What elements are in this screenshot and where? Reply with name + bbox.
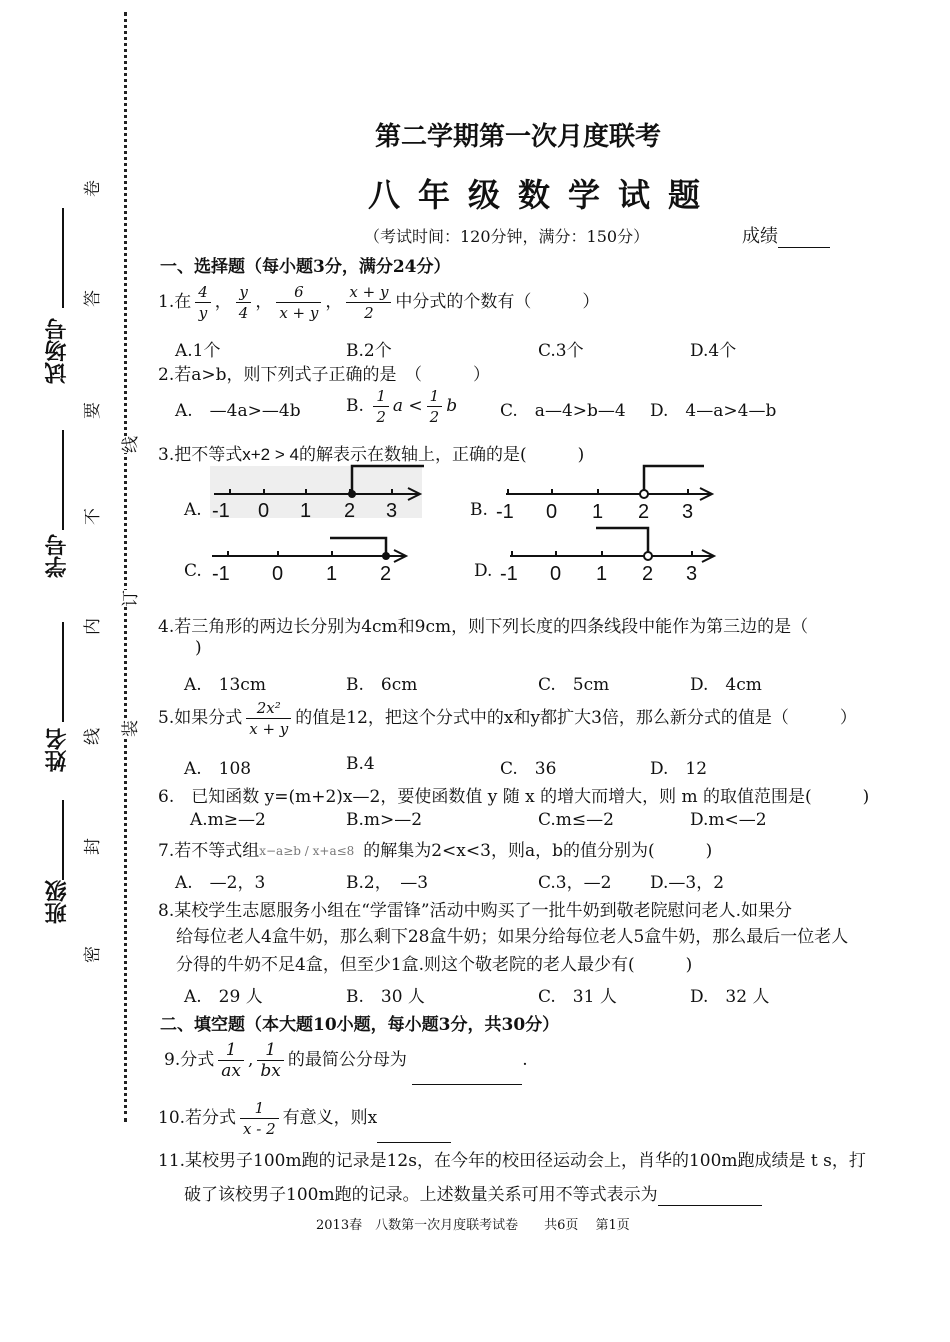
q7-option-b[interactable]: B.2， —3	[346, 873, 429, 893]
binding-char: 订	[116, 590, 141, 607]
svg-text:3: 3	[386, 500, 398, 520]
xingming-label: 姓名	[44, 728, 70, 772]
question-6: 6. 已知函数 y=(m+2)x—2，要使函数值 y 随 x 的增大而增大，则 m 的取值范围是( )	[158, 787, 870, 807]
exam-title: 第二学期第一次月度联考	[375, 122, 662, 152]
seal-char: 答	[83, 290, 103, 307]
svg-text:0: 0	[272, 563, 284, 584]
q2-option-a[interactable]: A. —4a>—4b	[175, 401, 301, 421]
q5-option-d[interactable]: D. 12	[650, 759, 708, 779]
q2-option-d[interactable]: D. 4—a>4—b	[650, 401, 777, 421]
q1-option-a[interactable]: A.1个	[175, 341, 221, 361]
question-4-cont: )	[195, 638, 202, 658]
seal-char: 内	[83, 618, 103, 635]
q1-option-d[interactable]: D.4个	[690, 341, 737, 361]
xuehao-label: 学号	[44, 534, 70, 578]
svg-text:3: 3	[686, 563, 698, 584]
q7-option-c[interactable]: C.3，—2	[538, 873, 612, 893]
q5-option-b[interactable]: B.4	[346, 754, 375, 774]
svg-text:0: 0	[550, 563, 562, 584]
svg-text:0: 0	[258, 500, 270, 520]
q5-option-a[interactable]: A. 108	[184, 759, 252, 779]
page-footer: 2013春 八数第一次月度联考试卷 共6页 第1页	[316, 1218, 630, 1233]
svg-text:-1: -1	[212, 500, 230, 520]
question-11-line-2: 破了该校男子100m跑的记录。上述数量关系可用不等式表示为	[184, 1180, 762, 1206]
binding-dotted-line	[124, 12, 127, 1122]
svg-text:1: 1	[300, 500, 312, 520]
seal-char: 要	[83, 402, 103, 419]
seal-char: 封	[83, 838, 103, 855]
kaochang-blank[interactable]	[62, 208, 64, 308]
question-8-line-2: 给每位老人4盒牛奶，那么剩下28盒牛奶；如果分给每位老人5盒牛奶，那么最后一位老人	[176, 927, 849, 947]
q6-option-d[interactable]: D.m<—2	[690, 810, 767, 830]
svg-text:2: 2	[344, 500, 356, 520]
section-2-title: 二、填空题（本大题10小题，每小题3分，共30分）	[160, 1015, 560, 1035]
q4-option-a[interactable]: A. 13cm	[184, 675, 266, 695]
q3-option-b-label[interactable]: B.	[470, 500, 488, 520]
seal-char: 卷	[83, 180, 103, 197]
svg-text:2: 2	[380, 563, 392, 584]
binding-char: 装	[116, 720, 141, 737]
q11-answer-blank[interactable]	[658, 1185, 762, 1206]
exam-subtitle: 八年级数学试题	[368, 176, 719, 214]
seal-char: 不	[83, 508, 103, 525]
svg-text:2: 2	[638, 501, 650, 522]
q1-option-b[interactable]: B.2个	[346, 341, 392, 361]
xingming-blank[interactable]	[62, 622, 64, 722]
svg-text:1: 1	[592, 501, 604, 522]
q6-option-b[interactable]: B.m>—2	[346, 810, 423, 830]
question-2: 2.若a>b，则下列式子正确的是 （ ）	[158, 365, 490, 385]
question-10: 10.若分式 $\frac{1}{x - 2}$ 有意义，则x	[158, 1094, 451, 1143]
kaochang-label: 试场号	[44, 318, 70, 384]
q10-answer-blank[interactable]	[377, 1094, 451, 1143]
seal-char: 密	[83, 946, 103, 963]
q7-option-d[interactable]: D.—3，2	[650, 873, 725, 893]
q8-option-c[interactable]: C. 31 人	[538, 987, 617, 1007]
svg-text:-1: -1	[496, 501, 514, 522]
number-line-a[interactable]	[208, 464, 424, 520]
q9-answer-blank[interactable]	[412, 1036, 522, 1085]
q8-option-b[interactable]: B. 30 人	[346, 987, 425, 1007]
question-11-line-1: 11.某校男子100m跑的记录是12s，在今年的校田径运动会上，肖华的100m跑成绩是 t s，打	[158, 1151, 866, 1171]
score-field[interactable]: 成绩	[742, 222, 830, 248]
q5-option-c[interactable]: C. 36	[500, 759, 557, 779]
svg-text:0: 0	[546, 501, 558, 522]
question-8-line-3: 分得的牛奶不足4盒，但至少1盒.则这个敬老院的老人最少有( )	[176, 955, 693, 975]
svg-text:-1: -1	[212, 563, 230, 584]
q6-option-c[interactable]: C.m≤—2	[538, 810, 614, 830]
question-8-line-1: 8.某校学生志愿服务小组在“学雷锋”活动中购买了一批牛奶到敬老院慰问老人.如果分	[158, 901, 793, 921]
svg-text:3: 3	[682, 501, 694, 522]
seal-char: 线	[83, 728, 103, 745]
q4-option-c[interactable]: C. 5cm	[538, 675, 610, 695]
question-3: 3.把不等式x+2 > 4的解表示在数轴上，正确的是( )	[158, 445, 585, 465]
xuehao-blank[interactable]	[62, 430, 64, 530]
svg-text:1: 1	[326, 563, 338, 584]
q2-option-b[interactable]: B. $\frac{1}{2}$ a < $\frac{1}{2}$ b	[346, 387, 458, 426]
q3-option-d-label[interactable]: D.	[474, 561, 493, 581]
svg-text:-1: -1	[500, 563, 518, 584]
number-line-b[interactable]	[494, 460, 716, 522]
question-5: 5.如果分式 $\frac{\text{2x²}}{x + y}$ 的值是12，把这个分式中的x和y都扩大3倍，那么新分式的值是（ ）	[158, 699, 857, 738]
q3-option-c-label[interactable]: C.	[184, 561, 202, 581]
number-line-d[interactable]	[496, 524, 718, 584]
q8-option-a[interactable]: A. 29 人	[184, 987, 263, 1007]
q4-option-d[interactable]: D. 4cm	[690, 675, 762, 695]
q8-option-d[interactable]: D. 32 人	[690, 987, 770, 1007]
question-4: 4.若三角形的两边长分别为4cm和9cm，则下列长度的四条线段中能作为第三边的是（	[158, 617, 809, 637]
q7-option-a[interactable]: A. —2，3	[175, 873, 266, 893]
exam-info: （考试时间：120分钟，满分：150分）	[364, 227, 650, 246]
svg-text:1: 1	[596, 563, 608, 584]
q1-option-c[interactable]: C.3个	[538, 341, 584, 361]
svg-text:2: 2	[642, 563, 654, 584]
number-line-c[interactable]	[208, 530, 412, 584]
binding-char: 线	[116, 436, 141, 453]
q2-option-c[interactable]: C. a—4>b—4	[500, 401, 626, 421]
q3-option-a-label[interactable]: A.	[184, 500, 202, 520]
banji-label: 班级	[44, 880, 70, 924]
q4-option-b[interactable]: B. 6cm	[346, 675, 418, 695]
question-7: 7.若不等式组x−a≥b / x+a≤8 的解集为2<x<3，则a，b的值分别为( )	[158, 841, 713, 861]
section-1-title: 一、选择题（每小题3分，满分24分）	[160, 257, 451, 277]
q6-option-a[interactable]: A.m≥—2	[190, 810, 266, 830]
banji-blank[interactable]	[62, 800, 64, 880]
question-1: 1.在 $\frac{4}{y}$ ， $\frac{y}{4}$ ， $\frac{6}{x + y}$ ， $\frac{x + y}{2}$ 中分式的个数有（ ）	[158, 283, 600, 322]
question-9: 9.分式 $\frac{1}{ax}$ , $\frac{1}{bx}$ 的最简公分母为 .	[164, 1036, 528, 1085]
